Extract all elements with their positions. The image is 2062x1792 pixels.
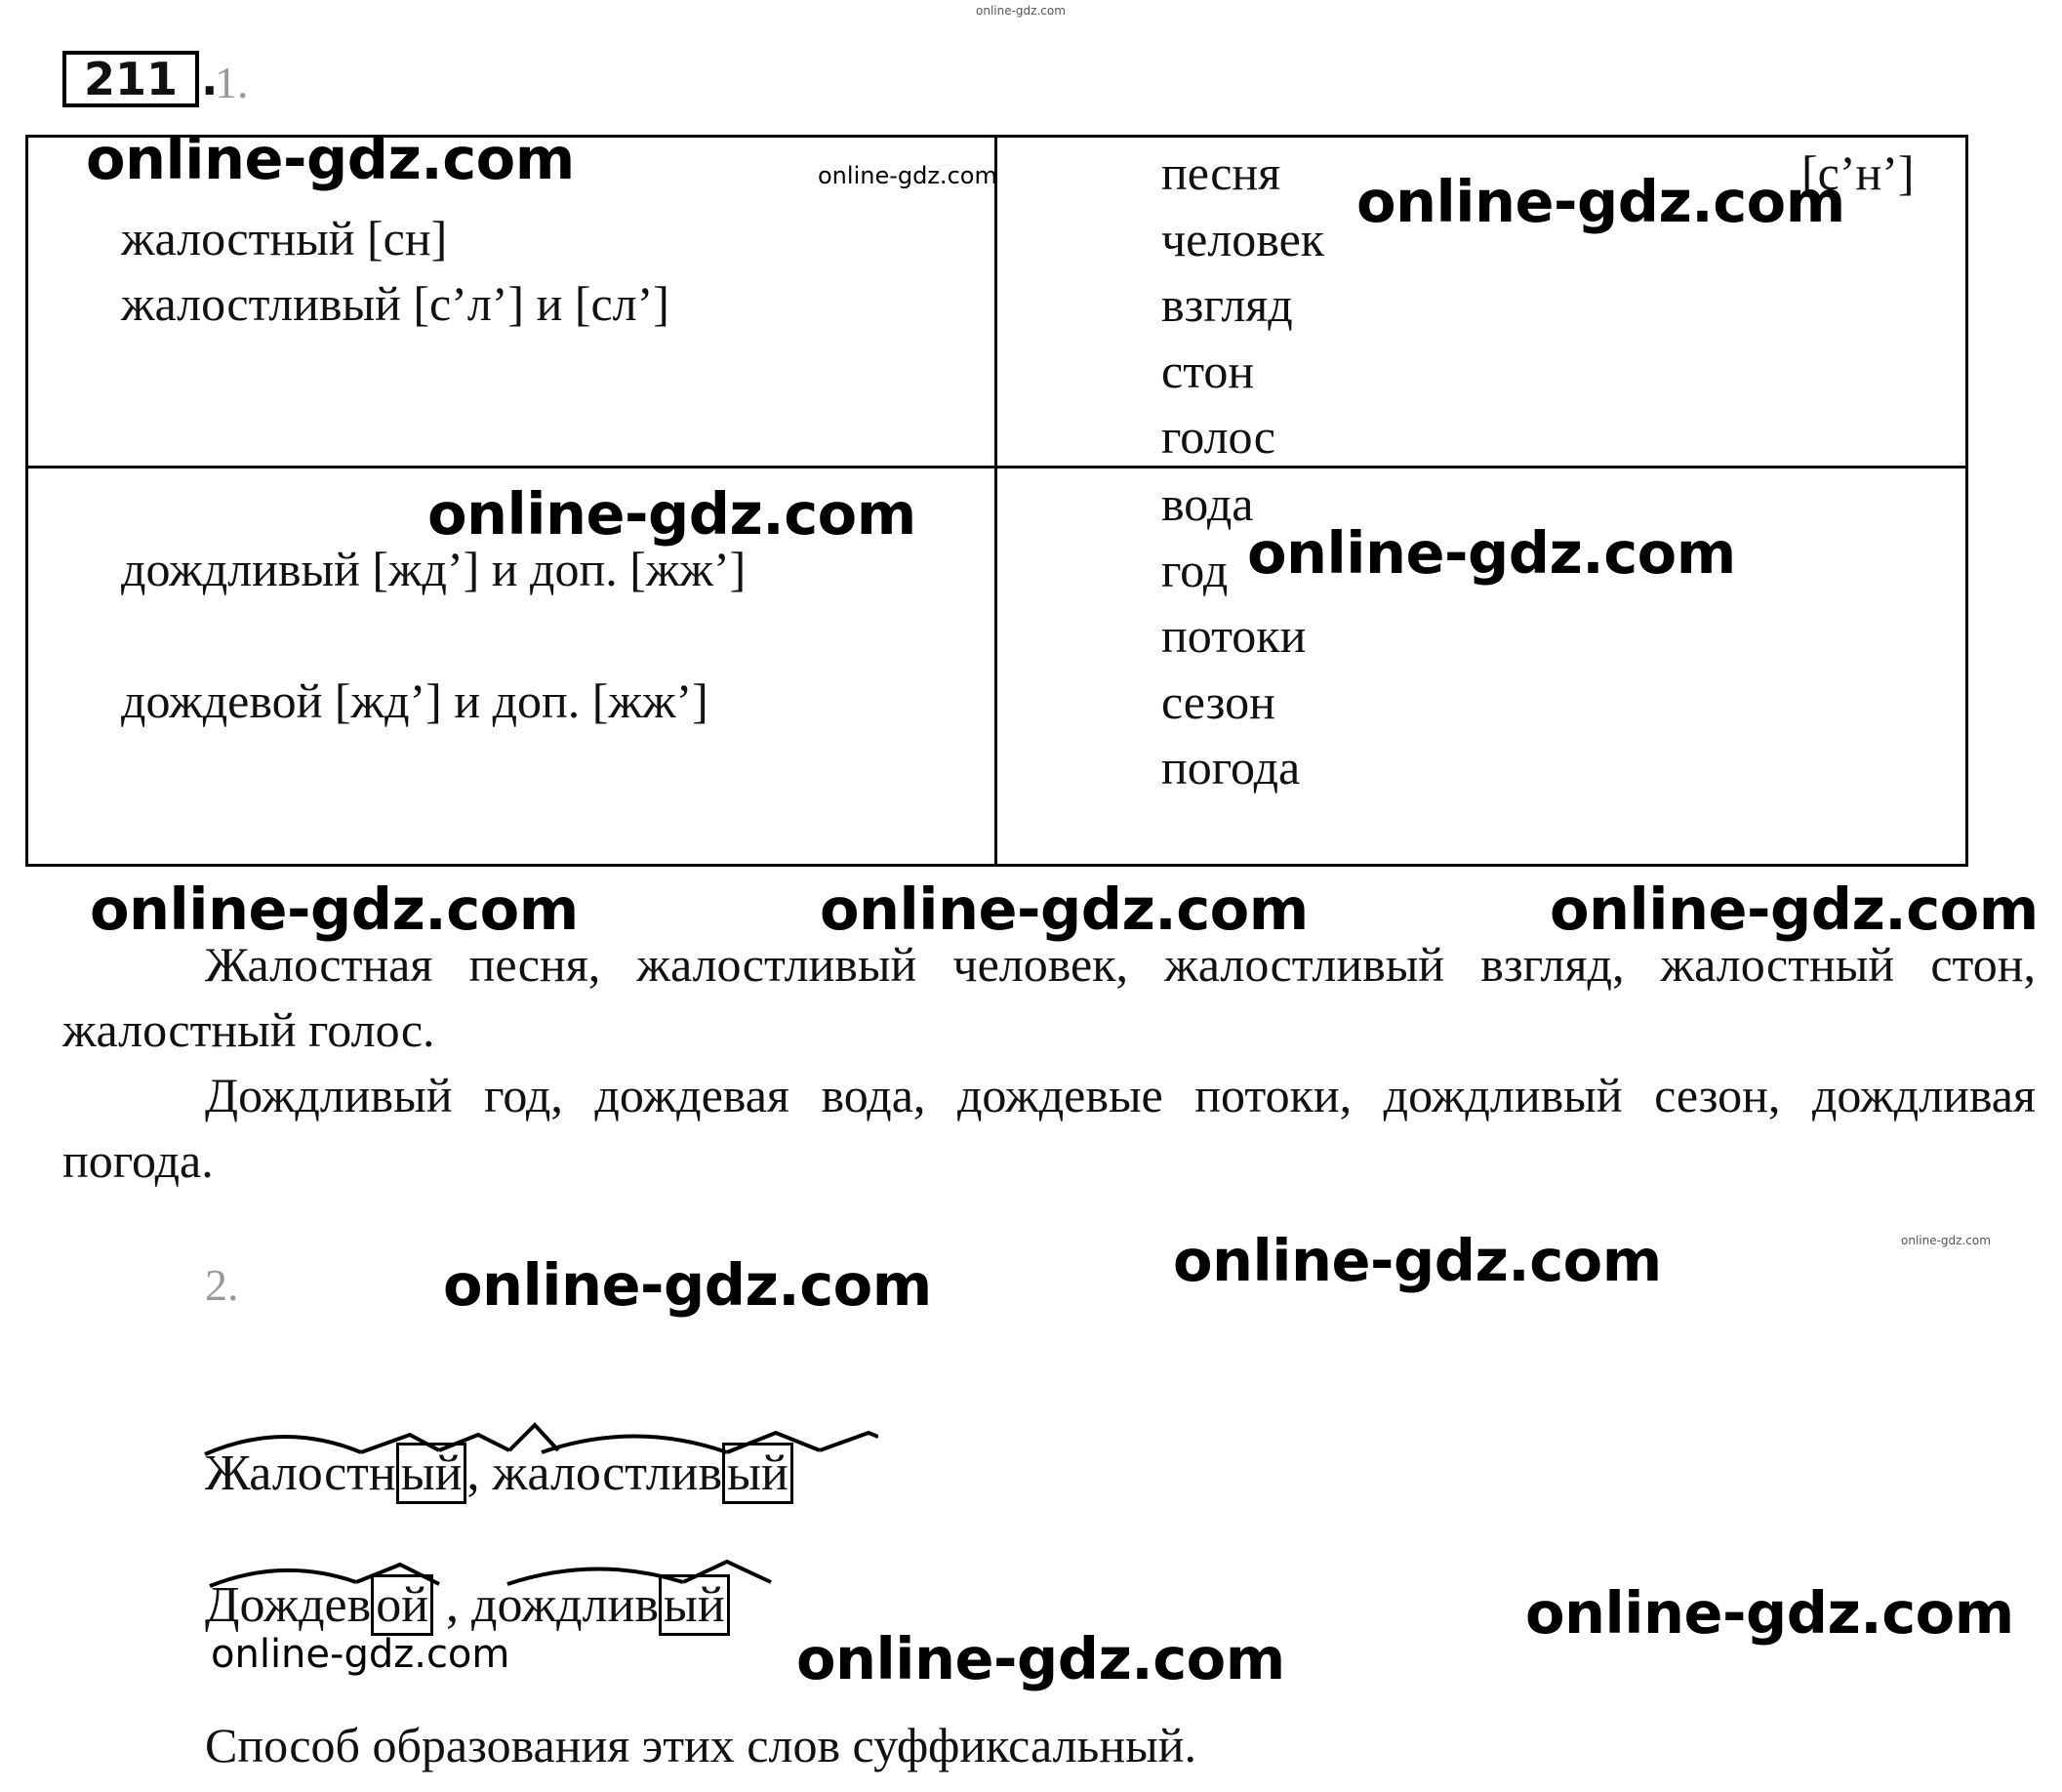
table-divider-horizontal bbox=[25, 466, 1968, 468]
watermark-tiny: online-gdz.com bbox=[976, 4, 1066, 18]
word-stem: жалостлив bbox=[492, 1446, 723, 1501]
cell-r1-right-word1: песня bbox=[1161, 145, 1281, 200]
cell-r2-right-word4: сезон bbox=[1161, 674, 1275, 729]
cell-r2-left-line2: дождевой [жд’] и доп. [жж’] bbox=[121, 673, 708, 728]
watermark: online-gdz.com bbox=[1525, 1579, 2014, 1647]
task-number-dot: . bbox=[201, 53, 219, 105]
cell-r1-left-line1: жалостный [сн] bbox=[121, 211, 448, 265]
conclusion: Способ образования этих слов суффиксальный. bbox=[205, 1718, 1196, 1772]
ending-box: ой bbox=[371, 1574, 433, 1636]
suffix-mark-5 bbox=[820, 1433, 878, 1450]
word-stem: Дождев bbox=[205, 1577, 372, 1633]
part2-label: 2. bbox=[205, 1260, 239, 1310]
watermark: online-gdz.com bbox=[86, 125, 575, 192]
watermark: online-gdz.com bbox=[818, 162, 997, 189]
watermark: online-gdz.com bbox=[1550, 876, 2039, 943]
cell-r2-right-word5: погода bbox=[1161, 740, 1301, 794]
cell-r1-right-word3: взгляд bbox=[1161, 277, 1293, 332]
ending-box: ый bbox=[722, 1443, 793, 1504]
part1-label: 1. bbox=[215, 58, 249, 107]
watermark: online-gdz.com bbox=[1356, 168, 1845, 235]
word-stem: дождлив bbox=[471, 1577, 659, 1633]
watermark: online-gdz.com bbox=[796, 1625, 1285, 1692]
task-number: 211 bbox=[62, 51, 199, 107]
cell-r2-left-line1: дождливый [жд’] и доп. [жж’] bbox=[121, 542, 747, 596]
cell-r2-right-word1: вода bbox=[1161, 476, 1254, 531]
morpheme-line2 bbox=[205, 1576, 730, 1634]
cell-r1-right-word2: человек bbox=[1161, 212, 1325, 266]
watermark: online-gdz.com bbox=[427, 480, 916, 548]
cell-r2-right-word2: год bbox=[1161, 543, 1229, 597]
separator: , bbox=[466, 1446, 480, 1501]
paragraph-1: Жалостная песня, жалостливый человек, жалостливый взгляд, жалостный стон, жалостный голос. bbox=[62, 937, 2036, 1057]
ending-box: ый bbox=[396, 1443, 467, 1504]
watermark: online-gdz.com bbox=[820, 876, 1309, 943]
cell-r1-right-note: [с’н’] bbox=[1801, 145, 1915, 200]
cell-r1-right-word4: стон bbox=[1161, 344, 1255, 398]
separator: , bbox=[433, 1577, 460, 1633]
word-stem: Жалостн bbox=[205, 1446, 396, 1501]
watermark: online-gdz.com bbox=[1173, 1227, 1662, 1294]
table-divider-vertical bbox=[994, 135, 997, 867]
cell-r1-right-word5: голос bbox=[1161, 409, 1275, 464]
cell-r2-right-word3: потоки bbox=[1161, 608, 1307, 663]
morpheme-line1 bbox=[205, 1445, 793, 1502]
watermark: online-gdz.com bbox=[1247, 519, 1736, 587]
watermark: online-gdz.com bbox=[90, 876, 579, 943]
paragraph-2: Дождливый год, дождевая вода, дождевые потоки, дождливый сезон, дождливая погода. bbox=[62, 1068, 2036, 1188]
watermark-tiny: online-gdz.com bbox=[1901, 1234, 1991, 1247]
ending-box: ый bbox=[659, 1574, 730, 1636]
watermark: online-gdz.com bbox=[443, 1251, 932, 1319]
cell-r1-left-line2: жалостливый [с’л’] и [сл’] bbox=[121, 276, 669, 331]
watermark: online-gdz.com bbox=[211, 1632, 510, 1677]
